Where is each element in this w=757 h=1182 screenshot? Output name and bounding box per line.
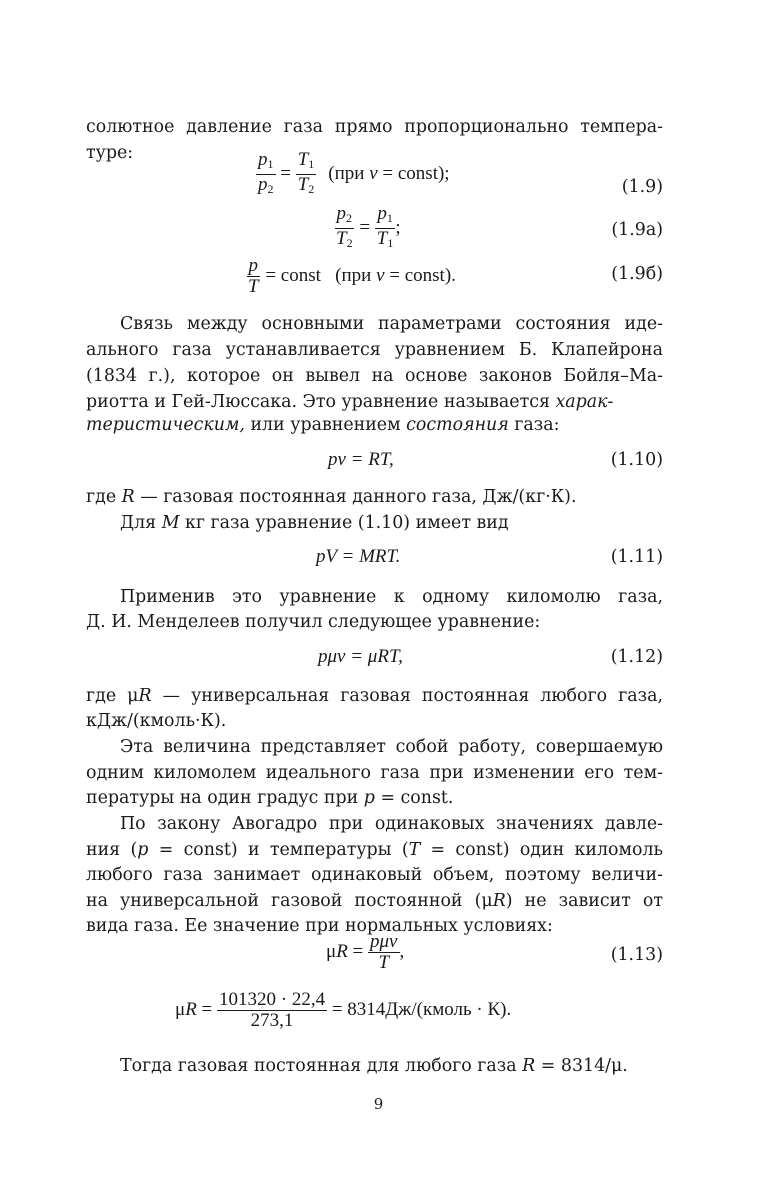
formula-gas-constant-value: μR = $\frac{101320 \cdot 22,4}{273,1}$ = 8314Дж/(кмоль · К). bbox=[175, 989, 512, 1031]
formula-1-9: $\frac{p_1}{p_2}$ = $\frac{T_1}{T_2}$ (при v = const); bbox=[258, 149, 450, 196]
text-line: пературы на один градус при p = const. bbox=[86, 788, 454, 808]
equation-number: (1.13) bbox=[610, 945, 663, 965]
equation-number: (1.11) bbox=[610, 547, 663, 567]
equation-number: (1.9б) bbox=[611, 264, 663, 284]
text-line: Эта величина представляет собой работу, совершаемую bbox=[120, 737, 663, 757]
text-line: Связь между основными параметрами состояния иде- bbox=[120, 314, 663, 334]
text-line: ния (p = const) и температуры (T = const) один киломоль bbox=[86, 840, 663, 860]
text-line: вида газа. Ее значение при нормальных условиях: bbox=[86, 916, 553, 936]
text-line: солютное давление газа прямо пропорционально темпера- bbox=[86, 117, 663, 137]
text-line: где R — газовая постоянная данного газа, Дж/(кг·К). bbox=[86, 487, 577, 507]
formula-1-13: μR = pμv T , bbox=[326, 931, 405, 973]
text-line: теристическим, или уравнением состояния газа: bbox=[86, 415, 560, 435]
text-line: Тогда газовая постоянная для любого газа R = 8314/μ. bbox=[120, 1056, 628, 1076]
formula-1-9a: $\frac{p_2}{T_2}$ = $\frac{p_1}{T_1}$ ; bbox=[336, 203, 401, 250]
text-line: (1834 г.), которое он вывел на основе законов Бойля–Ма- bbox=[86, 366, 663, 386]
text-line: Д. И. Менделеев получил следующее уравнение: bbox=[86, 612, 541, 632]
text-line: Применив это уравнение к одному киломолю газа, bbox=[120, 587, 663, 607]
equation-number: (1.10) bbox=[610, 450, 663, 470]
formula-1-12: pμv = μRT, bbox=[318, 646, 403, 667]
text-line: риотта и Гей-Люссака. Это уравнение называется харак- bbox=[86, 392, 614, 412]
equation-number: (1.12) bbox=[610, 647, 663, 667]
text-line: где μR — универсальная газовая постоянная любого газа, bbox=[86, 686, 663, 706]
equation-number: (1.9а) bbox=[611, 220, 663, 240]
text-line: на универсальной газовой постоянной (μR) не зависит от bbox=[86, 891, 663, 911]
text-line: По закону Авогадро при одинаковых значениях давле- bbox=[120, 814, 663, 834]
text-line: ального газа устанавливается уравнением Б. Клапейрона bbox=[86, 340, 663, 360]
equation-number: (1.9) bbox=[621, 177, 663, 197]
formula-1-9b: $\frac{p}{T}$ = const (при v = const). bbox=[248, 255, 456, 297]
text-line: кДж/(кмоль·К). bbox=[86, 711, 227, 731]
text-line: туре: bbox=[86, 143, 134, 163]
formula-1-10: pv = RT, bbox=[328, 449, 394, 470]
formula-1-11: pV = MRT. bbox=[316, 546, 401, 567]
text-line: любого газа занимает одинаковый объем, поэтому величи- bbox=[86, 865, 663, 885]
text-line: Для M кг газа уравнение (1.10) имеет вид bbox=[120, 513, 509, 533]
text-line: одним киломолем идеального газа при изменении его тем- bbox=[86, 763, 663, 783]
page-number: 9 bbox=[373, 1095, 384, 1113]
